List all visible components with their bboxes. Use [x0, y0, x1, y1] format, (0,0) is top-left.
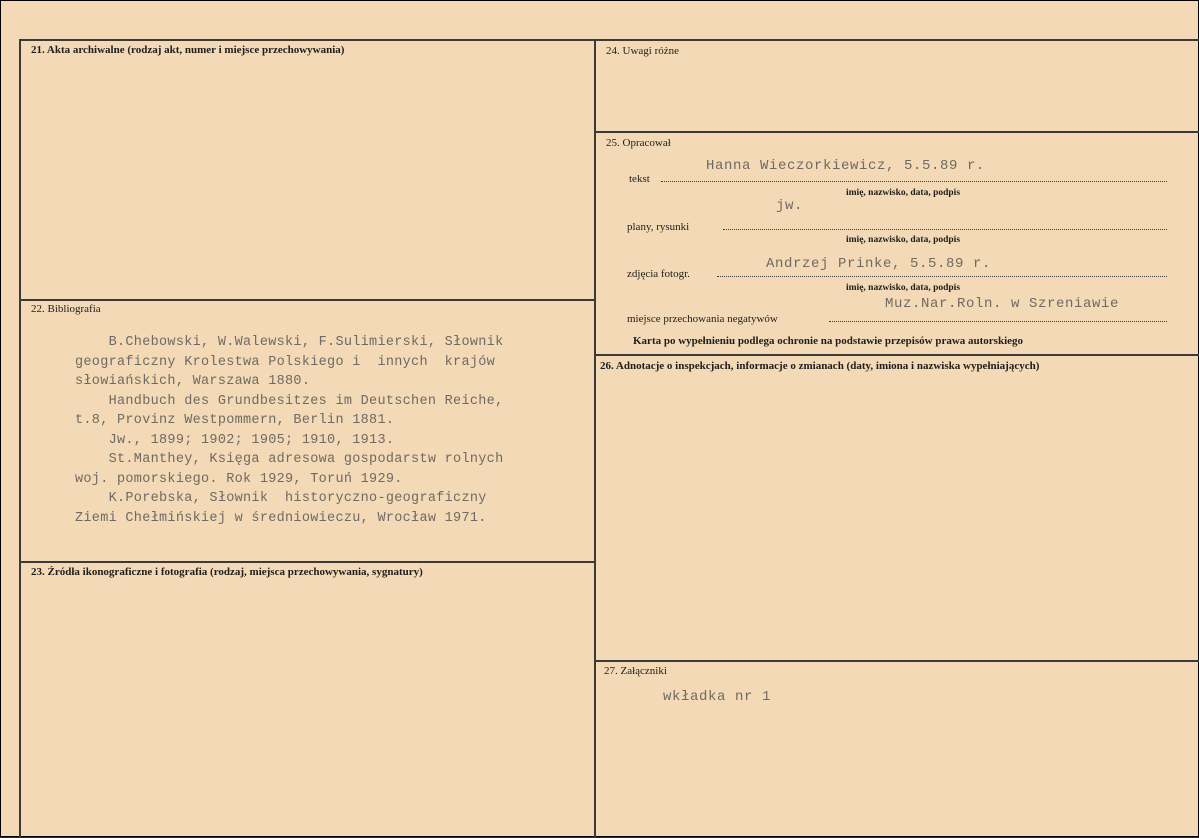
bibliography-line: geograficzny Krolestwa Polskiego i innych krajów — [75, 354, 496, 370]
section-21-label: 21. Akta archiwalne (rodzaj akt, numer i miejsce przechowywania) — [31, 44, 345, 56]
center-rule — [594, 39, 596, 838]
section-26-label: 26. Adnotacje o inspekcjach, informacje o zmianach (daty, imiona i nazwiska wypełniających) — [600, 360, 1040, 372]
rule-22-23 — [19, 561, 596, 563]
section-23-label: 23. Źródła ikonograficzne i fotografia (rodzaj, miejsca przechowywania, sygnatury) — [31, 566, 423, 578]
zdjecia-label: zdjęcia fotogr. — [627, 268, 690, 280]
miejsce-value: Muz.Nar.Roln. w Szreniawie — [885, 296, 1120, 312]
tekst-label: tekst — [629, 173, 650, 185]
section-25-label: 25. Opracował — [606, 137, 671, 149]
top-rule — [19, 39, 1199, 41]
attachment-value: wkładka nr 1 — [663, 689, 772, 705]
bibliography-line: St.Manthey, Księga adresowa gospodarstw rolnych — [75, 452, 504, 467]
section-22-label: 22. Bibliografia — [31, 303, 101, 315]
tekst-caption: imię, nazwisko, data, podpis — [846, 188, 961, 198]
bibliography-list — [75, 333, 580, 528]
copyright-note: Karta po wypełnieniu podlega ochronie na podstawie przepisów prawa autorskiego — [633, 335, 1024, 347]
zdjecia-caption: imię, nazwisko, data, podpis — [846, 283, 961, 293]
rule-21-22 — [19, 299, 596, 301]
plany-value: jw. — [776, 198, 804, 214]
bibliography-line: woj. pomorskiego. Rok 1929, Toruń 1929. — [75, 471, 403, 487]
zdjecia-value: Andrzej Prinke, 5.5.89 r. — [766, 256, 992, 272]
tekst-dotted-line — [661, 181, 1167, 182]
rule-24-25 — [594, 131, 1199, 133]
zdjecia-dotted-line — [717, 276, 1167, 277]
rule-26-27 — [594, 660, 1199, 662]
plany-caption: imię, nazwisko, data, podpis — [846, 235, 961, 245]
tekst-value: Hanna Wieczorkiewicz, 5.5.89 r. — [706, 158, 986, 174]
bibliography-line: Handbuch des Grundbesitzes im Deutschen Reiche, — [75, 393, 504, 409]
bibliography-line: K.Porebska, Słownik historyczno-geograficzny — [75, 491, 487, 506]
miejsce-label: miejsce przechowania negatywów — [627, 313, 778, 325]
left-rule — [19, 39, 21, 838]
section-27-label: 27. Załączniki — [604, 665, 667, 677]
bibliography-line: słowiańskich, Warszawa 1880. — [75, 374, 311, 389]
bibliography-line: B.Chebowski, W.Walewski, F.Sulimierski, Słownik — [75, 335, 504, 350]
plany-label: plany, rysunki — [627, 221, 690, 233]
bibliography-line: Jw., 1899; 1902; 1905; 1910, 1913. — [75, 432, 395, 448]
miejsce-dotted-line — [829, 321, 1167, 322]
bibliography-line: t.8, Provinz Westpommern, Berlin 1881. — [75, 413, 395, 428]
plany-dotted-line — [723, 229, 1167, 230]
section-24-label: 24. Uwagi różne — [606, 45, 680, 57]
rule-25-26 — [594, 354, 1199, 356]
bibliography-line: Ziemi Chełmińskiej w średniowieczu, Wrocław 1971. — [75, 510, 487, 526]
